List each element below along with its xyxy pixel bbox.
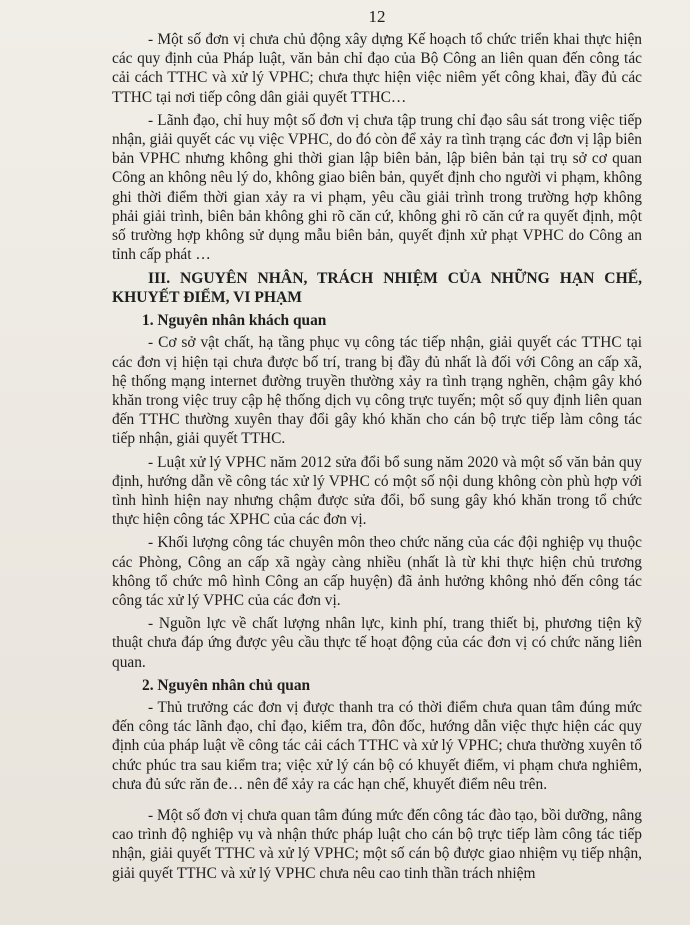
- paragraph-training: - Một số đơn vị chưa quan tâm đúng mức đến công tác đào tạo, bồi dưỡng, nâng cao trình độ nghiệp vụ và nhận thức pháp luật cho cán bộ trực tiếp làm công tác tiếp nhận, giải quyết TTHC và xử lý VPHC; một số cán bộ được giao nhiệm vụ tiếp nhận, giải quyết TTHC và xử lý VPHC chưa nêu cao tinh thần trách nhiệm: [112, 806, 642, 882]
- paragraph-workload: - Khối lượng công tác chuyên môn theo chức năng của các đội nghiệp vụ thuộc các Phòng, Công an cấp xã ngày càng nhiều (nhất là từ khi thực hiện chủ trương không tổ chức mô hình Công an cấp huyện) đã ảnh hưởng không nhỏ đến công tác công tác xử lý VPHC của các đơn vị.: [112, 534, 642, 610]
- paragraph-resources: - Nguồn lực về chất lượng nhân lực, kinh phí, trang thiết bị, phương tiện kỹ thuật chưa đáp ứng được yêu cầu thực tế hoạt động của các đơn vị có chức năng liên quan.: [112, 615, 642, 671]
- paragraph-leadership-oversight: - Lãnh đạo, chỉ huy một số đơn vị chưa tập trung chỉ đạo sâu sát trong việc tiếp nhận, giải quyết các vụ việc VPHC, do đó còn để xảy ra tình trạng các đơn vị lập biên bản VPHC nhưng không ghi thời gian lập biên bản, lập biên bản tại trụ sở cơ quan Công an không nêu lý do, không giao biên bản, quyết định cho người vi phạm, không ghi thời điểm thời gian xảy ra vi phạm, yêu cầu giải trình trong trường hợp không phải giải trình, biên bản không ghi rõ căn cứ, không ghi rõ căn cứ ra quyết định, một số trường hợp không sử dụng mẫu biên bản, quyết định xử phạt VPHC do Công an tỉnh cấp phát …: [112, 111, 642, 264]
- paragraph-gap: [112, 798, 642, 806]
- subsection-heading-objective: 1. Nguyên nhân khách quan: [142, 312, 327, 330]
- paragraph-implementation-plan: - Một số đơn vị chưa chủ động xây dựng Kế hoạch tổ chức triển khai thực hiện các quy định của Pháp luật, văn bản chỉ đạo của Bộ Công an liên quan đến công tác cải cách TTHC và xử lý VPHC; chưa thực hiện việc niêm yết công khai, đầy đủ các TTHC tại nơi tiếp công dân giải quyết TTHC…: [112, 31, 642, 106]
- section-heading: III. NGUYÊN NHÂN, TRÁCH NHIỆM CỦA NHỮNG HẠN CHẾ, KHUYẾT ĐIỂM, VI PHẠM: [112, 270, 642, 307]
- paragraph-infrastructure: - Cơ sở vật chất, hạ tầng phục vụ công tác tiếp nhận, giải quyết các TTHC tại các đơn vị hiện tại chưa được bố trí, trang bị đầy đủ nhất là đối với Công an cấp xã, hệ thống mạng internet đường truyền thường xảy ra tình trạng nghẽn, chậm gây khó khăn trong việc truy cập hệ thống dịch vụ công trực tuyến; một số quy định liên quan đến TTHC thường xuyên thay đổi gây khó khăn cho cán bộ trực tiếp làm công tác tiếp nhận, giải quyết TTHC.: [112, 334, 642, 448]
- paragraph-unit-heads: - Thủ trưởng các đơn vị được thanh tra có thời điểm chưa quan tâm đúng mức đến công tác lãnh đạo, chỉ đạo, kiểm tra, đôn đốc, hướng dẫn việc thực hiện các quy định của pháp luật về công tác cải cách TTHC và xử lý VPHC; chưa thường xuyên tổ chức phúc tra sau kiểm tra; việc xử lý cán bộ có khuyết điểm, vi phạm chưa nghiêm, chưa đủ sức răn đe… nên để xảy ra các hạn chế, khuyết điểm nêu trên.: [112, 698, 642, 793]
- subsection-heading-subjective: 2. Nguyên nhân chủ quan: [142, 676, 311, 694]
- paragraph-law-amendment: - Luật xử lý VPHC năm 2012 sửa đổi bổ sung năm 2020 và một số văn bản quy định, hướng dẫn về công tác xử lý VPHC có một số nội dung không còn phù hợp với tình hình hiện nay nhưng chậm được sửa đổi, bổ sung gây khó khăn trong tổ chức thực hiện công tác XPHC của các đơn vị.: [112, 453, 642, 529]
- page-number: 12: [368, 7, 386, 26]
